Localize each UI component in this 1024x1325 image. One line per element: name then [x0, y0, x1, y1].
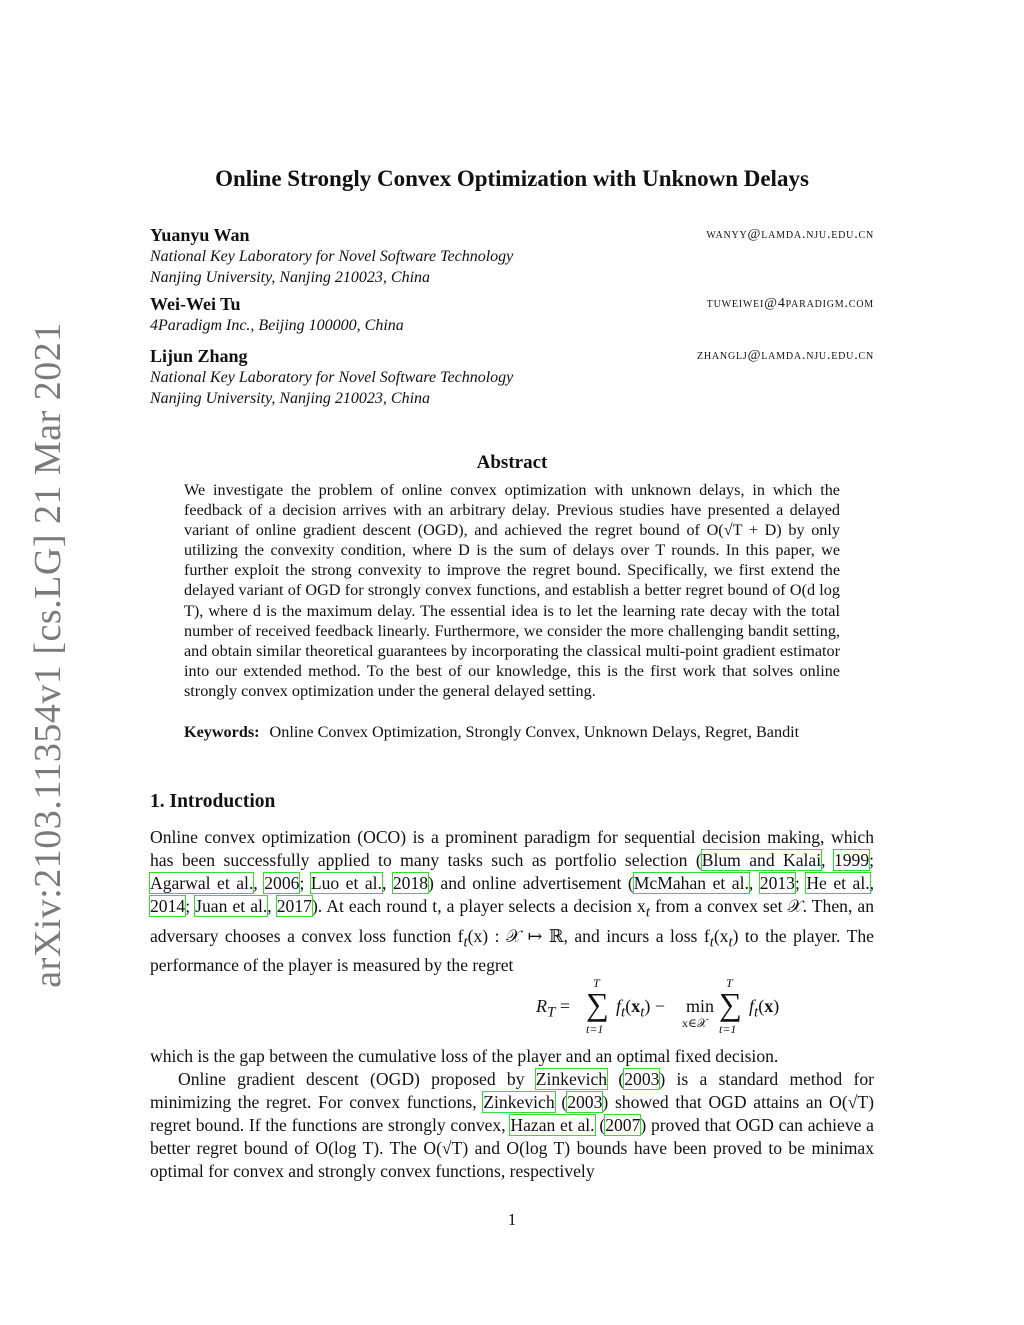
paragraph-text: which is the gap between the cumulative loss of the player and an optimal fixed decision.: [150, 1046, 779, 1066]
paragraph-text: Online convex optimization (OCO) is a prominent paradigm for sequential decision making, which has been successfully applied to many tasks such as portfolio selection (: [150, 827, 874, 870]
sum-upper-limit: T: [593, 976, 600, 990]
abstract-math: O(√T + D): [706, 521, 782, 540]
author-name: Lijun Zhang: [150, 346, 248, 366]
author-affiliation-line: 4Paradigm Inc., Beijing 100000, China: [150, 317, 404, 334]
abstract-text: , where d is the maximum delay. The essential idea is to let the learning rate decay with the total number of received feedback linearly. Furthermore, we consider the more challenging bandit setting, and obtain similar theoretical guarantees by incorporating the classical multi-point gradient estimator into our extended method. To the best of our knowledge, this is the first work that solves online strongly convex optimization under the general delayed setting.: [184, 601, 840, 700]
regret-equation: $R_T$ = T ∑ t=1 $f_t(x_t)$ − min x∈𝒳 T ∑ t=1 $f_t(x)$: [536, 976, 780, 1036]
citation-link[interactable]: Hazan et al.: [510, 1115, 595, 1135]
paragraph-text: (x) : 𝒳 ↦ ℝ, and incurs a loss f: [467, 925, 710, 946]
equation-term: f: [749, 996, 755, 1016]
sum-lower-limit: t=1: [586, 1022, 604, 1036]
author-affiliation-line: National Key Laboratory for Novel Software Technology: [150, 369, 514, 386]
citation-link[interactable]: 2017: [276, 896, 312, 916]
citation-link[interactable]: Luo et al.: [310, 873, 382, 893]
abstract-body: [184, 480, 840, 701]
sum-upper-limit: T: [726, 976, 733, 990]
paragraph-text: Online gradient descent (OGD) proposed by: [178, 1069, 536, 1089]
author-block-2: [150, 294, 874, 336]
intro-paragraph-1: Online convex optimization (OCO) is a prominent paradigm for sequential decision making, which has been successfully applied to many tasks such as portfolio selection (Blum and Kalai, 1999; Agarwal et al., 2006; Luo et al., 2018) and online advertisement (McMahan et al., 2013; He et al., 2014; Juan et al., 2017). At each round t, a player selects a decision $x_t$ from a convex set 𝒳. Then, an adversary chooses a convex loss function $f_t(x)$ : 𝒳 ↦ ℝ, and incurs a loss $f_t(x_t)$ to the player. The performance of the player is measured by the regret: [150, 827, 875, 976]
paper-title: Online Strongly Convex Optimization with Unknown Delays: [215, 166, 809, 191]
abstract-text: We investigate the problem of online convex optimization with unknown delays, in which the feedback of a decision arrives with an arbitrary delay. Previous studies have presented a delayed variant of online gradient descent (OGD), and achieved the regret bound of: [184, 481, 840, 540]
keywords-text: Online Convex Optimization, Strongly Convex, Unknown Delays, Regret, Bandit: [269, 723, 800, 741]
author-affiliation-line: Nanjing University, Nanjing 210023, China: [150, 269, 431, 286]
author-email[interactable]: wanyy@lamda.nju.edu.cn: [706, 227, 874, 242]
keywords-label: Keywords:: [184, 723, 260, 741]
author-block-1: [150, 225, 874, 288]
citation-link[interactable]: 2014: [150, 896, 186, 916]
citation-link[interactable]: 1999: [833, 850, 870, 870]
author-affiliation-line: Nanjing University, Nanjing 210023, China: [150, 390, 431, 407]
min-operator: min: [686, 996, 715, 1016]
sum-lower-limit: t=1: [719, 1022, 737, 1036]
keywords: [184, 722, 840, 742]
summation-symbol: ∑: [586, 986, 609, 1022]
citation-link[interactable]: 2013: [759, 873, 795, 893]
citation-link[interactable]: Agarwal et al.: [150, 873, 254, 893]
citation-link[interactable]: Zinkevich: [483, 1092, 555, 1112]
author-name: Wei-Wei Tu: [150, 294, 241, 314]
paragraph-text: ). At each round t, a player selects a decision x: [311, 896, 646, 916]
author-name: Yuanyu Wan: [150, 225, 250, 245]
min-subscript: x∈𝒳: [682, 1016, 708, 1030]
author-email[interactable]: zhanglj@lamda.nju.edu.cn: [696, 348, 874, 363]
author-affiliation-line: National Key Laboratory for Novel Software Technology: [150, 248, 514, 265]
citation-link[interactable]: Juan et al.: [195, 896, 268, 916]
paragraph-text: ) and online advertisement (: [428, 873, 634, 893]
arxiv-identifier-stamp: arXiv:2103.11354v1 [cs.LG] 21 Mar 2021: [27, 322, 69, 988]
abstract-math: O(d log T): [184, 581, 840, 620]
citation-link[interactable]: Zinkevich: [535, 1069, 608, 1089]
intro-paragraph-2: [150, 1045, 874, 1068]
equation-lhs-sub: T: [547, 1004, 556, 1021]
paragraph-text: (x: [713, 925, 729, 946]
page-number: 1: [507, 1210, 517, 1229]
author-block-3: [150, 346, 874, 409]
citation-link[interactable]: 2006: [264, 873, 300, 893]
citation-link[interactable]: 2018: [392, 873, 429, 893]
paragraph-text: from a convex set 𝒳. Then, an adversary chooses a convex loss function f: [150, 896, 875, 946]
paragraph-text: proved that OGD can achieve a better regret bound of O(log T). The O(√T) and O(log T) bounds have been proved to be minimax optimal for convex and strongly convex functions, respectively: [150, 1115, 874, 1181]
equation-term: f: [616, 996, 622, 1016]
citation-link[interactable]: Blum and Kalai: [701, 850, 822, 870]
intro-paragraph-3: Online gradient descent (OGD) proposed by Zinkevich (2003) is a standard method for minimizing the regret. For convex functions, Zinkevich (2003) showed that OGD attains an O(√T) regret bound. If the functions are strongly convex, Hazan et al. (2007) proved that OGD can achieve a better regret bound of O(log T). The O(√T) and O(log T) bounds have been proved to be minimax optimal for convex and strongly convex functions, respectively: [150, 1069, 874, 1181]
section-heading: 1. Introduction: [150, 791, 276, 812]
citation-link[interactable]: 2007: [605, 1115, 641, 1135]
citation-link[interactable]: 2003: [624, 1069, 660, 1089]
paragraph-text: ) to the player. The performance of the player is measured by the regret: [150, 925, 874, 976]
citation-link[interactable]: 2003: [567, 1092, 603, 1112]
abstract-heading: Abstract: [476, 452, 548, 473]
citation-link[interactable]: He et al.: [806, 873, 870, 893]
paragraph-text: is a standard method for minimizing the regret. For convex functions,: [150, 1069, 874, 1112]
author-email[interactable]: tuweiwei@4paradigm.com: [706, 296, 874, 311]
summation-symbol: ∑: [719, 986, 742, 1022]
citation-link[interactable]: McMahan et al.: [633, 873, 749, 893]
abstract-text: by only utilizing the convexity condition, where D is the sum of delays over T rounds. In this paper, we further exploit the strong convexity to improve the regret bound. Specifically, we first extend the delayed variant of OGD for strongly convex functions, and establish a better regret bound of: [184, 521, 840, 600]
paragraph-text: showed that OGD attains an O(√T) regret bound. If the functions are strongly convex,: [150, 1092, 874, 1135]
equation-lhs: R: [536, 996, 547, 1016]
